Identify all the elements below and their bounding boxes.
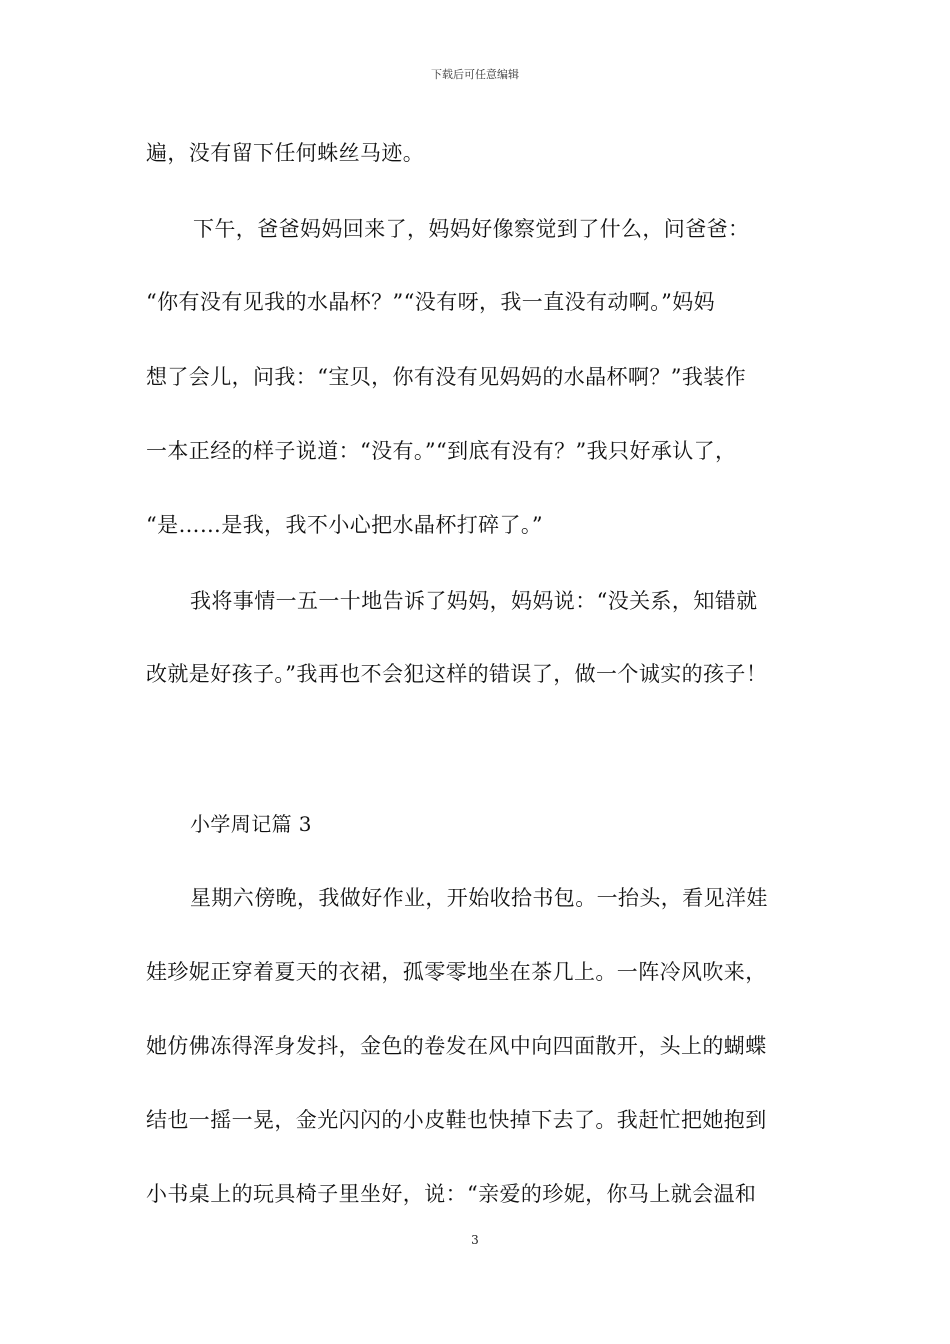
text-line: 结也一摇一晃，金光闪闪的小皮鞋也快掉下去了。我赶忙把她抱到 <box>146 1108 767 1132</box>
section-title: 小学周记篇 3 <box>190 812 312 836</box>
text-line: 她仿佛冻得浑身发抖，金色的卷发在风中向四面散开，头上的蝴蝶 <box>146 1034 767 1058</box>
paragraph-first-line: 星期六傍晚，我做好作业，开始收拾书包。一抬头，看见洋娃 <box>190 886 768 910</box>
text-line: “你有没有见我的水晶杯？”“没有呀，我一直没有动啊。”妈妈 <box>146 290 716 314</box>
page-number: 3 <box>471 1233 479 1247</box>
text-line: 改就是好孩子。”我再也不会犯这样的错误了，做一个诚实的孩子！ <box>146 662 768 686</box>
text-line: 想了会儿，问我：“宝贝，你有没有见妈妈的水晶杯啊？”我装作 <box>146 365 747 389</box>
text-line: 遍，没有留下任何蛛丝马迹。 <box>146 141 425 165</box>
paragraph-first-line: 下午，爸爸妈妈回来了，妈妈好像察觉到了什么，问爸爸： <box>193 217 750 241</box>
text-line: 娃珍妮正穿着夏天的衣裙，孤零零地坐在茶几上。一阵冷风吹来， <box>146 960 767 984</box>
text-line: 一本正经的样子说道：“没有。”“到底有没有？”我只好承认了， <box>146 439 737 463</box>
text-line: “是……是我，我不小心把水晶杯打碎了。” <box>146 513 543 537</box>
paragraph-first-line: 我将事情一五一十地告诉了妈妈，妈妈说：“没关系，知错就 <box>190 589 758 613</box>
page-header: 下载后可任意编辑 <box>431 68 519 81</box>
text-line: 小书桌上的玩具椅子里坐好，说：“亲爱的珍妮，你马上就会温和 <box>146 1182 757 1206</box>
